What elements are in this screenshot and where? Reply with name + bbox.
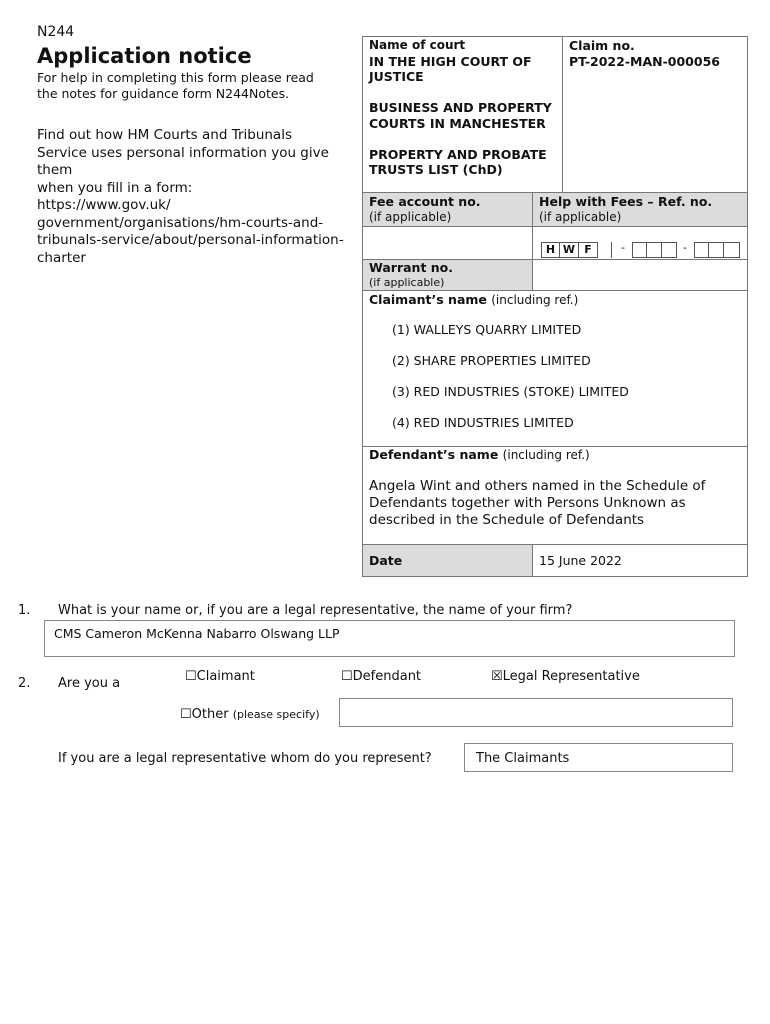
option-label: Other <box>191 707 229 722</box>
privacy-line: Service uses personal information you give <box>37 144 329 161</box>
hwf-digit-box[interactable] <box>647 242 662 258</box>
defendant-text <box>369 478 705 529</box>
hwf-sub: (if applicable) <box>539 209 622 224</box>
option-label: Legal Representative <box>502 669 640 684</box>
defendant-sub: (including ref.) <box>502 448 590 462</box>
date-label: Date <box>369 553 403 568</box>
court-name-line: PROPERTY AND PROBATE <box>369 146 547 162</box>
court-name-line: JUSTICE <box>369 69 424 84</box>
fee-account-title: Fee account no. <box>369 194 481 209</box>
claimant-name: (4) RED INDUSTRIES LIMITED <box>392 415 574 430</box>
warrant-sub: (if applicable) <box>369 275 445 289</box>
represent-value: The Claimants <box>476 751 570 766</box>
other-specify-input[interactable] <box>339 698 733 727</box>
claimant-name: (2) SHARE PROPERTIES LIMITED <box>392 353 591 368</box>
help-text <box>37 70 337 102</box>
court-name-line: TRUSTS LIST (ChD) <box>369 162 503 177</box>
hwf-digit-box[interactable] <box>724 242 740 258</box>
q1-question: What is your name or, if you are a legal representative, the name of your firm? <box>58 603 573 618</box>
option-defendant[interactable] <box>341 669 421 684</box>
court-name-line: COURTS IN MANCHESTER <box>369 115 546 131</box>
claimant-title: Claimant’s name <box>369 292 487 307</box>
option-legal-representative[interactable] <box>491 669 640 684</box>
defendant-title: Defendant’s name <box>369 447 499 462</box>
date-value: 15 June 2022 <box>539 553 622 568</box>
page-title: Application notice <box>37 44 252 68</box>
fee-account-input[interactable] <box>362 226 533 260</box>
hwf-letter-box: H <box>541 242 560 258</box>
q2-number: 2. <box>18 676 31 691</box>
privacy-line: when you fill in a form: <box>37 179 193 196</box>
court-name-cell <box>369 38 559 178</box>
claimant-name: (1) WALLEYS QUARRY LIMITED <box>392 322 582 337</box>
privacy-line: Find out how HM Courts and Tribunals <box>37 127 292 143</box>
checkbox-unchecked-icon[interactable]: ☐ <box>180 707 192 722</box>
defendant-line: described in the Schedule of Defendants <box>369 512 645 528</box>
option-label: Claimant <box>196 669 255 684</box>
hwf-digit-box[interactable] <box>694 242 709 258</box>
other-sub: (please specify) <box>232 708 320 721</box>
fee-account-sub: (if applicable) <box>369 209 452 224</box>
hwf-digit-box[interactable] <box>632 242 647 258</box>
defendant-line: Angela Wint and others named in the Schedule of <box>369 478 706 494</box>
hwf-digit-box[interactable] <box>709 242 724 258</box>
claimant-name: (3) RED INDUSTRIES (STOKE) LIMITED <box>392 384 629 399</box>
privacy-notice <box>37 127 357 267</box>
hwf-dash: - <box>621 241 625 254</box>
defendant-label <box>369 447 590 464</box>
fee-account-label <box>369 194 481 225</box>
hwf-spacer <box>598 242 612 258</box>
hwf-label <box>539 194 712 225</box>
q2-question: Are you a <box>58 676 121 691</box>
court-name-line: IN THE HIGH COURT OF <box>369 53 532 69</box>
help-line: For help in completing this form please read <box>37 70 314 85</box>
warrant-input[interactable] <box>532 259 748 291</box>
hwf-title: Help with Fees – Ref. no. <box>539 194 713 209</box>
represent-question: If you are a legal representative whom do you represent? <box>58 751 432 766</box>
help-line: the notes for guidance form N244Notes. <box>37 86 290 101</box>
q1-number: 1. <box>18 603 31 618</box>
privacy-link[interactable]: charter <box>37 249 86 266</box>
hwf-digit-box[interactable] <box>662 242 677 258</box>
privacy-link[interactable]: government/organisations/hm-courts-and- <box>37 214 324 231</box>
hwf-letter-box: F <box>579 242 598 258</box>
option-claimant[interactable] <box>185 669 255 684</box>
court-name-label: Name of court <box>369 38 466 52</box>
privacy-link[interactable]: tribunals-service/about/personal-information- <box>37 232 344 248</box>
claimant-label <box>369 292 578 309</box>
hwf-dash: - <box>683 241 687 254</box>
option-other[interactable] <box>180 707 320 722</box>
privacy-link[interactable]: https://www.gov.uk/ <box>37 197 171 213</box>
firm-name-value: CMS Cameron McKenna Nabarro Olswang LLP <box>54 626 340 641</box>
checkbox-checked-icon[interactable]: ☒ <box>491 669 503 684</box>
claim-number-label: Claim no. <box>569 38 635 53</box>
claim-number <box>569 38 720 69</box>
checkbox-unchecked-icon[interactable]: ☐ <box>341 669 353 684</box>
checkbox-unchecked-icon[interactable]: ☐ <box>185 669 197 684</box>
defendant-line: Defendants together with Persons Unknown as <box>369 495 686 511</box>
option-label: Defendant <box>352 669 422 684</box>
warrant-title: Warrant no. <box>369 260 454 275</box>
form-number: N244 <box>37 24 75 40</box>
hwf-letter-box: W <box>560 242 579 258</box>
privacy-line: them <box>37 162 73 178</box>
claim-number-value: PT-2022-MAN-000056 <box>569 53 720 69</box>
claimant-sub: (including ref.) <box>491 293 579 307</box>
warrant-label <box>369 260 453 289</box>
court-name-line: BUSINESS AND PROPERTY <box>369 100 552 115</box>
